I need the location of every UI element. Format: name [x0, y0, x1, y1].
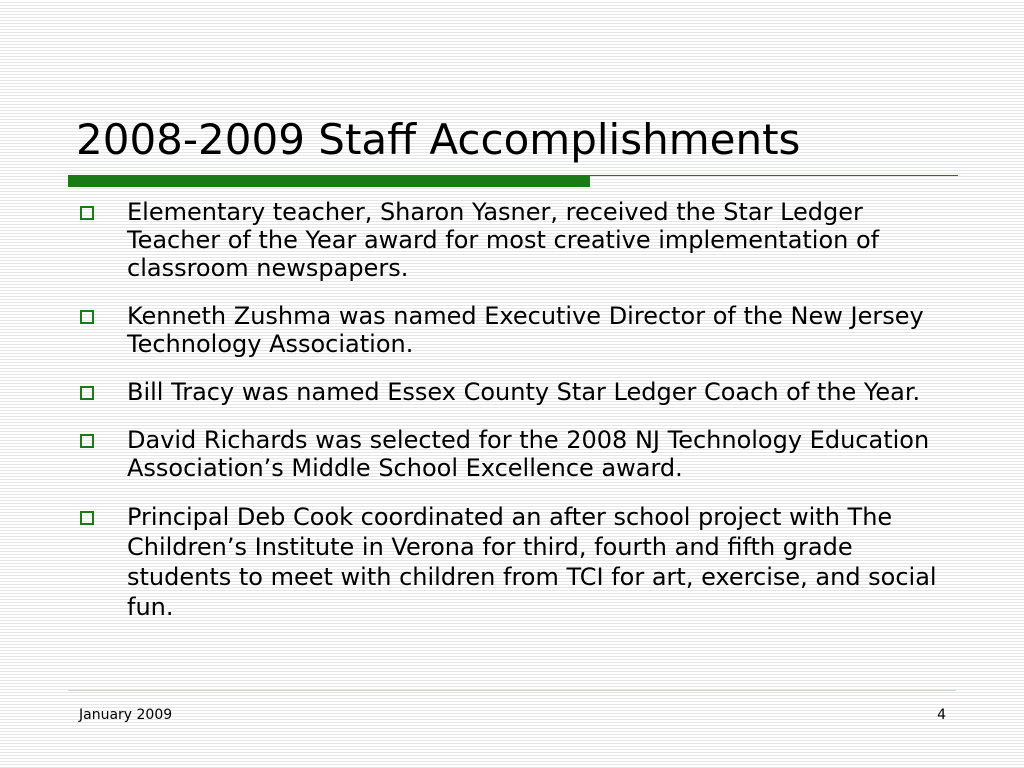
square-bullet-icon	[80, 206, 94, 220]
bullet-list	[76, 198, 956, 642]
page-number: 4	[937, 707, 946, 723]
bullet-text: Kenneth Zushma was named Executive Director of the New Jersey Technology Association.	[127, 302, 924, 358]
bullet-text: Principal Deb Cook coordinated an after school project with The Children’s Institute in Verona for third, fourth and fifth grade students to meet with children from TCI for art, exercise, and social fun.	[127, 503, 937, 621]
square-bullet-icon	[80, 511, 94, 525]
title-underline-thick	[68, 175, 590, 187]
bullet-item	[76, 198, 956, 282]
slide-title: 2008-2009 Staff Accomplishments	[76, 115, 801, 164]
square-bullet-icon	[80, 386, 94, 400]
bullet-item	[76, 302, 956, 358]
bullet-item	[76, 502, 956, 622]
footer-date: January 2009	[79, 707, 173, 723]
bullet-item	[76, 378, 956, 406]
title-underline-thin	[590, 175, 958, 176]
bullet-item	[76, 426, 956, 482]
square-bullet-icon	[80, 310, 94, 324]
bullet-text: Bill Tracy was named Essex County Star Ledger Coach of the Year.	[127, 378, 921, 406]
footer-divider	[68, 690, 956, 691]
square-bullet-icon	[80, 434, 94, 448]
bullet-text: David Richards was selected for the 2008 NJ Technology Education Association’s Middle School Excellence award.	[127, 426, 930, 482]
bullet-text: Elementary teacher, Sharon Yasner, received the Star Ledger Teacher of the Year award for most creative implementation of classroom newspapers.	[127, 198, 880, 282]
